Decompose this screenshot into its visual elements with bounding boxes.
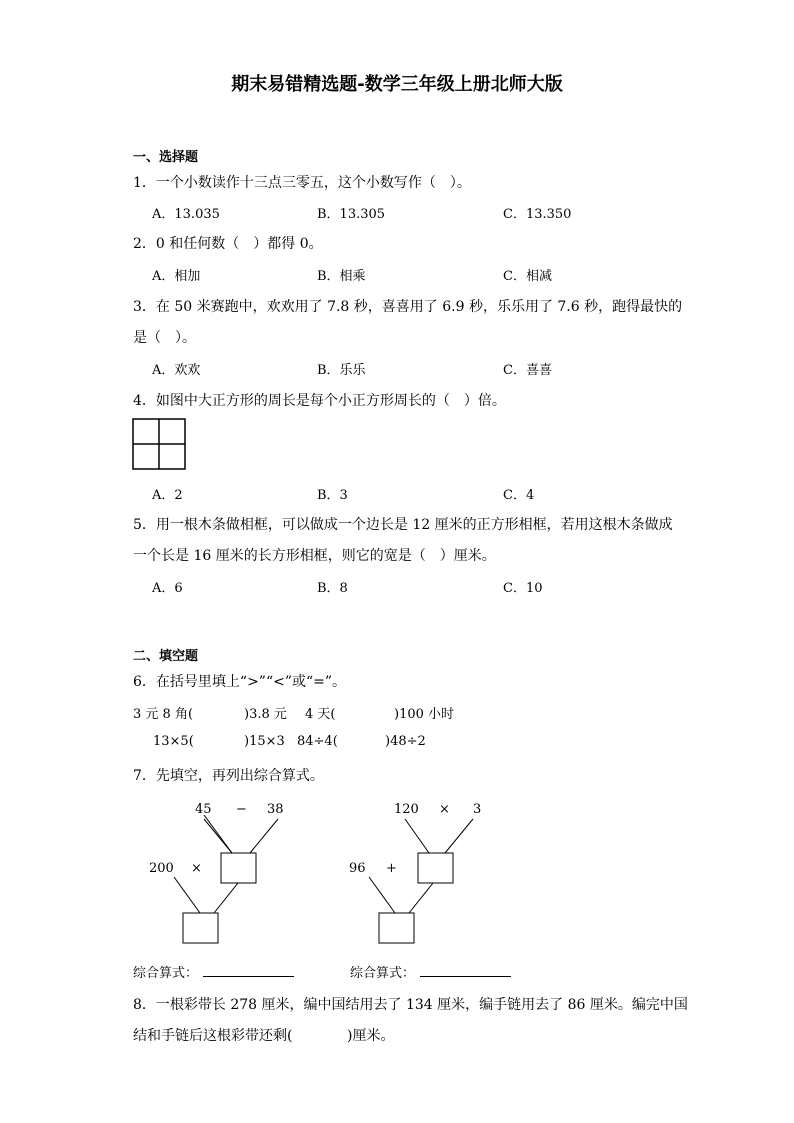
q7-right-formula-label: 综合算式：	[350, 966, 416, 981]
section-heading-fill: 二、填空题	[133, 649, 199, 664]
q6-r1-item2-left: 4 天(	[305, 707, 336, 722]
q6-r2-item2-right: )48÷2	[385, 734, 426, 749]
q7-right-num-c: 96	[349, 861, 366, 876]
q7-left-tree	[170, 815, 290, 950]
square-grid-figure	[132, 418, 188, 472]
question-5-line2: 一个长是 16 厘米的长方形相框，则它的宽是（ ）厘米。	[133, 548, 496, 564]
question-1: 1．一个小数读作十三点三零五，这个小数写作（ ）。	[133, 175, 471, 191]
q6-r2-item1-right: )15×3	[244, 734, 285, 749]
question-8-line1: 8．一根彩带长 278 厘米，编中国结用去了 134 厘米，编手链用去了 86 厘米。编完中国	[133, 997, 688, 1013]
q7-left-num-b: 38	[267, 802, 284, 817]
q6-r1-item2-right: )100 小时	[394, 707, 455, 722]
q7-left-formula-blank[interactable]	[203, 976, 294, 977]
q7-left-op2: ×	[191, 861, 202, 876]
question-5-line1: 5．用一根木条做相框，可以做成一个边长是 12 厘米的正方形相框，若用这根木条做成	[133, 517, 673, 533]
question-3-line2: 是（ ）。	[133, 330, 196, 346]
q3-option-c: C．喜喜	[503, 363, 552, 378]
q7-left-num-c: 200	[149, 861, 174, 876]
q7-right-op1: ×	[439, 802, 450, 817]
question-3-line1: 3．在 50 米赛跑中，欢欢用了 7.8 秒，喜喜用了 6.9 秒，乐乐用了 7.6 秒，跑得最快的	[133, 299, 683, 315]
q7-right-formula-blank[interactable]	[420, 976, 511, 977]
q4-option-a: A．2	[152, 488, 183, 503]
q2-option-b: B．相乘	[317, 269, 366, 284]
q2-option-c: C．相减	[503, 269, 552, 284]
q7-right-num-a: 120	[394, 802, 419, 817]
question-6: 6．在括号里填上“>”“<”或“=”。	[133, 674, 347, 690]
question-4: 4．如图中大正方形的周长是每个小正方形周长的（ ）倍。	[133, 393, 506, 409]
q6-r1-item1-left: 3 元 8 角(	[133, 707, 194, 722]
q7-right-tree	[365, 815, 485, 950]
q7-left-num-a: 45	[195, 802, 212, 817]
q1-option-a: A．13.035	[152, 207, 220, 222]
page-title: 期末易错精选题-数学三年级上册北师大版	[231, 74, 563, 95]
q7-left-op1: −	[236, 802, 247, 817]
q7-left-formula-label: 综合算式：	[133, 966, 199, 981]
question-8-line2-b: )厘米。	[347, 1028, 395, 1044]
q5-option-c: C．10	[503, 581, 543, 596]
q1-option-b: B．13.305	[317, 207, 386, 222]
q2-option-a: A．相加	[152, 269, 201, 284]
q6-r2-item1-left: 13×5(	[153, 734, 194, 749]
q5-option-b: B．8	[317, 581, 348, 596]
q3-option-a: A．欢欢	[152, 363, 201, 378]
q3-option-b: B．乐乐	[317, 363, 366, 378]
q6-r1-item1-right: )3.8 元	[244, 707, 287, 722]
question-2: 2．0 和任何数（ ）都得 0。	[133, 236, 323, 252]
question-7: 7．先填空，再列出综合算式。	[133, 768, 324, 784]
q7-right-num-b: 3	[473, 802, 482, 817]
q6-r2-item2-left: 84÷4(	[297, 734, 338, 749]
section-heading-choice: 一、选择题	[133, 150, 199, 165]
q4-option-b: B．3	[317, 488, 348, 503]
q1-option-c: C．13.350	[503, 207, 572, 222]
q5-option-a: A．6	[152, 581, 183, 596]
q4-option-c: C．4	[503, 488, 535, 503]
question-8-line2-a: 结和手链后这根彩带还剩(	[133, 1028, 293, 1044]
q7-right-op2: +	[386, 861, 397, 876]
